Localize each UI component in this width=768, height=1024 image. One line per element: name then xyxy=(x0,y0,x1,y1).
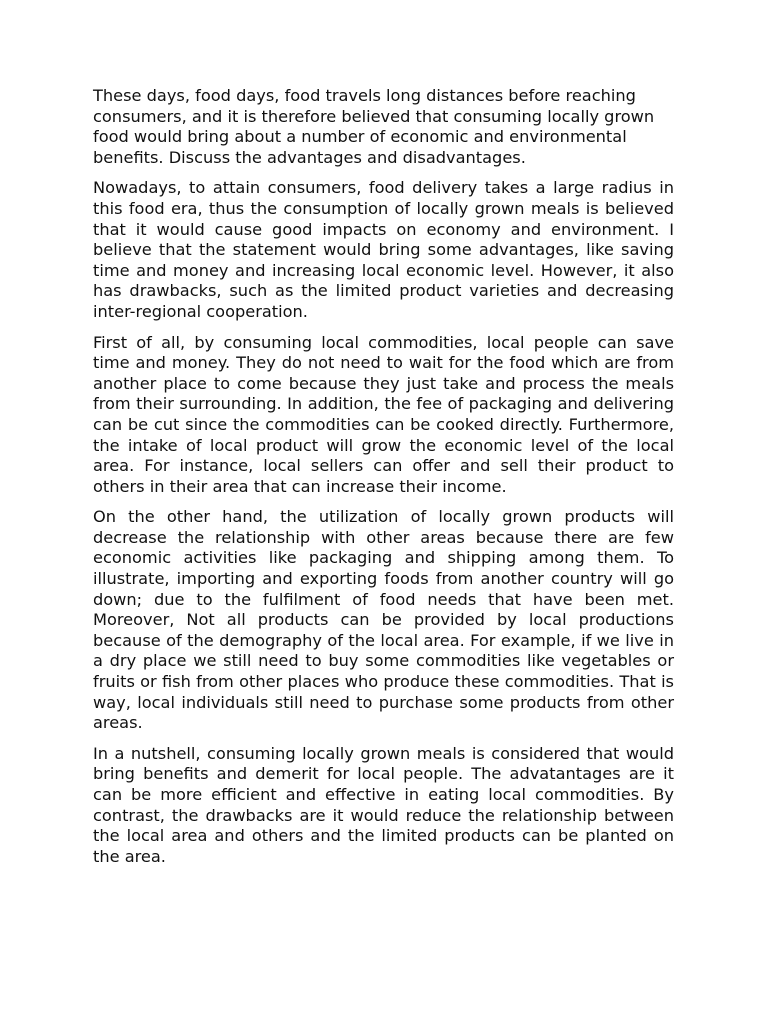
conclusion-paragraph: In a nutshell, consuming locally grown meals is considered that would bring benefits and demerit for local people. The advatantages are it can be more efficient and effective in eating local commodities. By contrast, the drawbacks are it would reduce the relationship between the local area and others and the limited products can be planted on the area. xyxy=(93,743,674,866)
essay-prompt: These days, food days, food travels long distances before reaching consumers, and it is therefore believed that consuming locally grown food would bring about a number of economic and environmental benefits. Discuss the advantages and disadvantages. xyxy=(93,86,655,167)
disadvantages-paragraph: On the other hand, the utilization of locally grown products will decrease the relationship with other areas because there are few economic activities like packaging and shipping among them. To illustrate, importing and exporting foods from another country will go down; due to the fulfilment of food needs that have been met. Moreover, Not all products can be provided by local productions because of the demography of the local area. For example, if we live in a dry place we still need to buy some commodities like vegetables or fruits or fish from other places who produce these commodities. That is way, local individuals still need to purchase some products from other areas. xyxy=(93,507,674,733)
advantages-paragraph: First of all, by consuming local commodities, local people can save time and money. They do not need to wait for the food which are from another place to come because they just take and process the meals from their surrounding. In addition, the fee of packaging and delivering can be cut since the commodities can be cooked directly. Furthermore, the intake of local product will grow the economic level of the local area. For instance, local sellers can offer and sell their product to others in their area that can increase their income. xyxy=(93,332,674,496)
document-page xyxy=(93,86,674,877)
introduction-paragraph: Nowadays, to attain consumers, food delivery takes a large radius in this food era, thus the consumption of locally grown meals is believed that it would cause good impacts on economy and environment. I believe that the statement would bring some advantages, like saving time and money and increasing local economic level. However, it also has drawbacks, such as the limited product varieties and decreasing inter-regional cooperation. xyxy=(93,178,674,321)
